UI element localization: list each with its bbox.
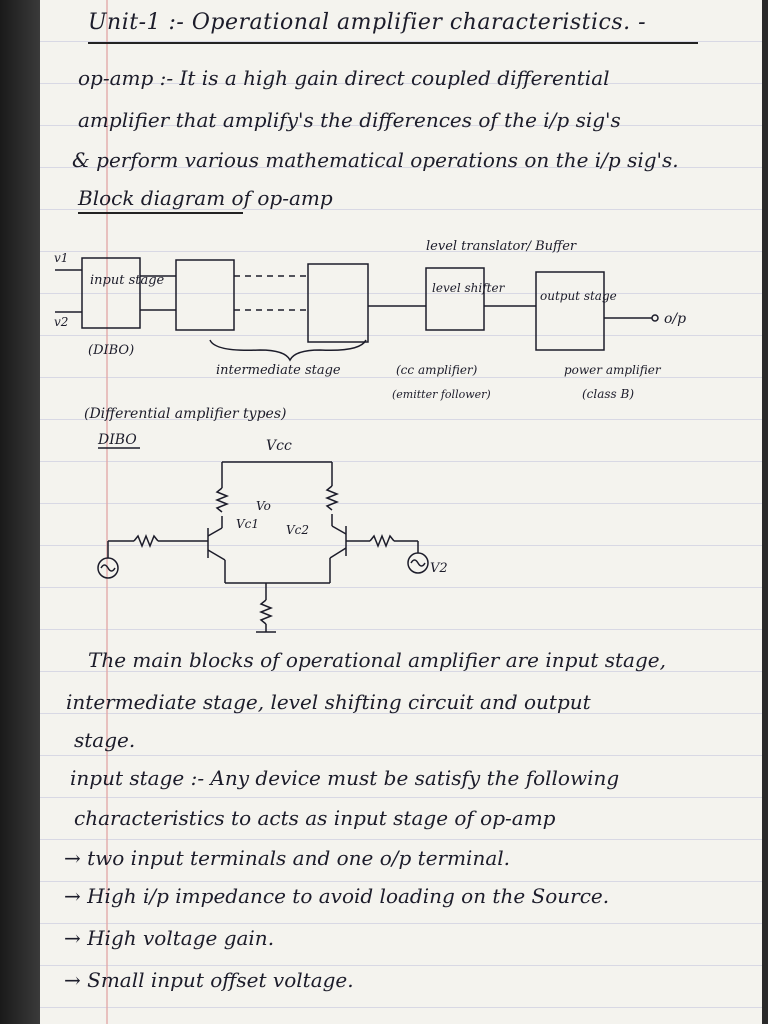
dibo-circuit-label: DIBO: [98, 432, 137, 448]
intro-line-2: amplifier that amplify's the differences of the i/p sig's: [78, 108, 621, 132]
dibo-circuit: [80, 428, 500, 643]
level-shifter-block: [426, 268, 484, 330]
title-underline: [88, 42, 698, 44]
block-diagram-heading: Block diagram of op-amp: [78, 186, 333, 210]
output-stage-block: [536, 272, 604, 350]
vc1-label: Vc1: [236, 517, 260, 531]
para-line-2: intermediate stage, level shifting circuit and output: [66, 690, 591, 714]
emitter-follower-label: (emitter follower): [392, 388, 491, 401]
vc2-label: Vc2: [286, 523, 310, 537]
cc-amplifier-label: (cc amplifier): [396, 363, 478, 377]
input-stage-line-1: input stage :- Any device must be satisfy the following: [70, 766, 620, 790]
vo-label: Vo: [256, 499, 271, 513]
collector-resistor-2: [327, 486, 337, 510]
block-diagram: [40, 220, 740, 430]
intro-line-3: & perform various mathematical operations on the i/p sig's.: [72, 148, 679, 172]
emitter-resistor: [261, 600, 271, 624]
intermediate-block-2: [308, 264, 368, 342]
base-resistor-2: [370, 536, 394, 546]
dibo-label: (DIBO): [88, 343, 135, 358]
para-line-1: The main blocks of operational amplifier are input stage,: [88, 648, 666, 672]
bullet-4: → Small input offset voltage.: [64, 968, 354, 992]
collector-resistor-1: [217, 488, 227, 512]
power-amplifier-label: power amplifier: [564, 363, 661, 377]
page-title: Unit-1 :- Operational amplifier characteristics. -: [88, 10, 647, 35]
input-stage-line-2: characteristics to acts as input stage of op-amp: [74, 806, 556, 830]
intermediate-label: intermediate stage: [216, 363, 341, 378]
notebook-binding-edge: [0, 0, 40, 1024]
base-resistor-1: [134, 536, 158, 546]
heading-underline: [78, 212, 243, 214]
intro-line-1: op-amp :- It is a high gain direct coupled differential: [78, 66, 610, 90]
output-stage-label: output stage: [540, 289, 617, 303]
v2-label: v2: [54, 315, 69, 329]
level-shifter-label: level shifter: [432, 281, 505, 295]
input-stage-block: [82, 258, 140, 328]
diff-types-label: (Differential amplifier types): [84, 406, 287, 422]
input-block-label: input stage: [90, 273, 165, 288]
class-b-label: (class B): [582, 387, 635, 401]
v1-label: v1: [54, 251, 69, 265]
level-translator-label: level translator/ Buffer: [426, 239, 577, 254]
bullet-3: → High voltage gain.: [64, 926, 275, 950]
para-line-3: stage.: [74, 728, 136, 752]
vcc-label: Vcc: [266, 438, 292, 454]
v2-source-label: V2: [430, 561, 448, 576]
op-label: o/p: [664, 311, 687, 327]
bullet-2: → High i/p impedance to avoid loading on the Source.: [64, 884, 610, 908]
bullet-1: → two input terminals and one o/p terminal.: [64, 846, 511, 870]
intermediate-block-1: [176, 260, 234, 330]
